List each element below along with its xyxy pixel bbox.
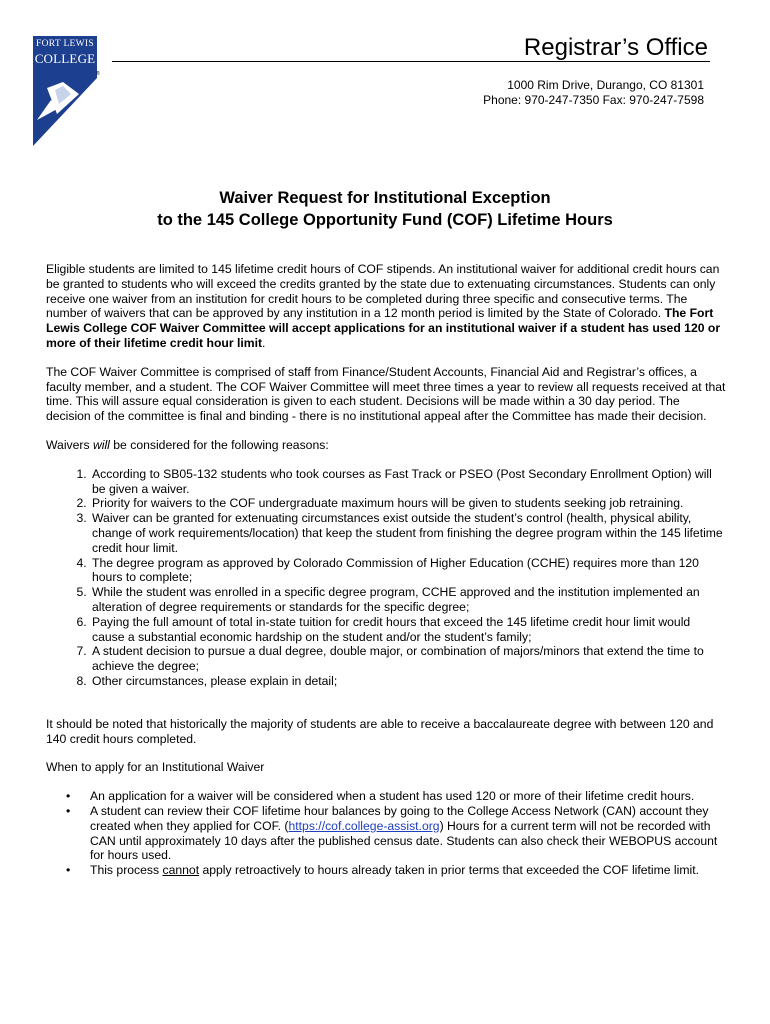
document-title-line-1: Waiver Request for Institutional Exception xyxy=(219,189,551,207)
reason-item-2: 2. Priority for waivers to the COF undergraduate maximum hours will be given to students seeking job retraining. xyxy=(90,496,726,511)
bullet-item-2 xyxy=(66,803,726,863)
bullet-item-3 xyxy=(66,863,726,878)
bullet-2-text-before: A student can review their COF lifetime hour balances by going to the College Access Network (CAN) account they created when they applied for COF. ( xyxy=(90,803,709,833)
office-title: Registrar’s Office xyxy=(523,34,708,61)
when-to-apply-heading: When to apply for an Institutional Waiver xyxy=(46,760,265,775)
committee-paragraph: The COF Waiver Committee is comprised of staff from Finance/Student Accounts, Financial Aid and Registrar’s offices, a faculty member, and a student. The COF Waiver Committee will meet three times a year to review all requests received at that time. This will assure equal consideration is given to each student. Decisions will be made within a 30 day period. The decision of the committee is final and binding - there is no institutional appeal after the Committee has made their decision. xyxy=(46,364,726,424)
logo-line-1: FORT LEWIS xyxy=(36,39,94,49)
bullet-2-text-after: ) Hours for a current term will not be recorded with CAN until approximately 10 days after the published census date. Students can also check their WEBOPUS account for hours used. xyxy=(90,818,718,863)
reasons-list xyxy=(46,467,726,689)
office-contact xyxy=(483,78,704,108)
intro-bold-text: The Fort Lewis College COF Waiver Committee will accept applications for an institutional waiver if a student has used 120 or more of their lifetime credit hour limit xyxy=(46,306,721,350)
reasons-intro-after: be considered for the following reasons: xyxy=(109,437,329,452)
reasons-intro-before: Waivers xyxy=(46,437,93,452)
office-phone-fax: Phone: 970-247-7350 Fax: 970-247-7598 xyxy=(483,93,704,107)
document-title xyxy=(0,187,770,231)
intro-end: . xyxy=(262,335,266,350)
bullet-3-text-after: apply retroactively to hours already taken in prior terms that exceeded the COF lifetime limit. xyxy=(199,863,699,878)
bullet-3-text-before: This process xyxy=(90,863,163,878)
when-to-apply-list xyxy=(46,789,726,878)
historical-note: It should be noted that historically the majority of students are able to receive a baccalaureate degree with between 120 and 140 credit hours completed. xyxy=(46,716,714,746)
bullet-dot: • xyxy=(66,789,71,804)
college-logo xyxy=(33,36,100,146)
document-title-line-2: to the 145 College Opportunity Fund (COF) Lifetime Hours xyxy=(157,211,613,229)
reason-item-4: 4. The degree program as approved by Colorado Commission of Higher Education (CCHE) requires more than 120 hours to complete; xyxy=(90,556,726,586)
office-address: 1000 Rim Drive, Durango, CO 81301 xyxy=(507,78,704,92)
bullet-dot: • xyxy=(66,803,71,818)
logo-line-2: COLLEGE xyxy=(34,50,96,66)
reason-item-8: 8. Other circumstances, please explain in detail; xyxy=(90,674,726,689)
reasons-intro xyxy=(46,438,726,453)
reason-item-7: 7. A student decision to pursue a dual degree, double major, or combination of majors/minors that extend the time to achieve the degree; xyxy=(90,644,726,674)
reasons-intro-italic: will xyxy=(92,437,110,452)
reason-item-6: 6. Paying the full amount of total in-state tuition for credit hours that exceed the 145 lifetime credit hour limit would cause a substantial economic hardship on the student and/or the student’s family; xyxy=(90,615,726,645)
cof-website-link[interactable]: https://cof.college-assist.org xyxy=(288,818,440,833)
bullet-item-1 xyxy=(66,789,726,804)
intro-text: Eligible students are limited to 145 lifetime credit hours of COF stipends. An institutional waiver for additional credit hours can be granted to students who will exceed the credits granted by the state due to extenuating circumstances. Students can only receive one waiver from an institution for credit hours to be completed during three specific and consecutive terms. The number of waivers that can be approved by any institution in a 12 month period is limited by the State of Colorado. xyxy=(46,262,720,321)
reason-item-3: 3. Waiver can be granted for extenuating circumstances exist outside the student’s control (health, physical ability, change of work requirements/location) that keep the student from finishing the degree program within the 145 lifetime credit hour limit. xyxy=(90,511,726,555)
bullet-dot: • xyxy=(66,863,71,878)
bullet-1-text: An application for a waiver will be considered when a student has used 120 or more of their lifetime credit hours. xyxy=(90,789,695,804)
reason-item-1: 1. According to SB05-132 students who took courses as Fast Track or PSEO (Post Secondary Enrollment Option) will be given a waiver. xyxy=(90,467,726,497)
logo-wordmark xyxy=(33,40,97,65)
intro-paragraph xyxy=(46,262,726,351)
reason-item-5: 5. While the student was enrolled in a specific degree program, CCHE approved and the institution implemented an alteration of degree requirements or standards for the specific degree; xyxy=(90,585,726,615)
logo-trademark: ® xyxy=(96,71,100,77)
bullet-3-emphasis: cannot xyxy=(162,863,200,878)
document-body xyxy=(46,262,726,878)
header-rule xyxy=(112,61,710,62)
